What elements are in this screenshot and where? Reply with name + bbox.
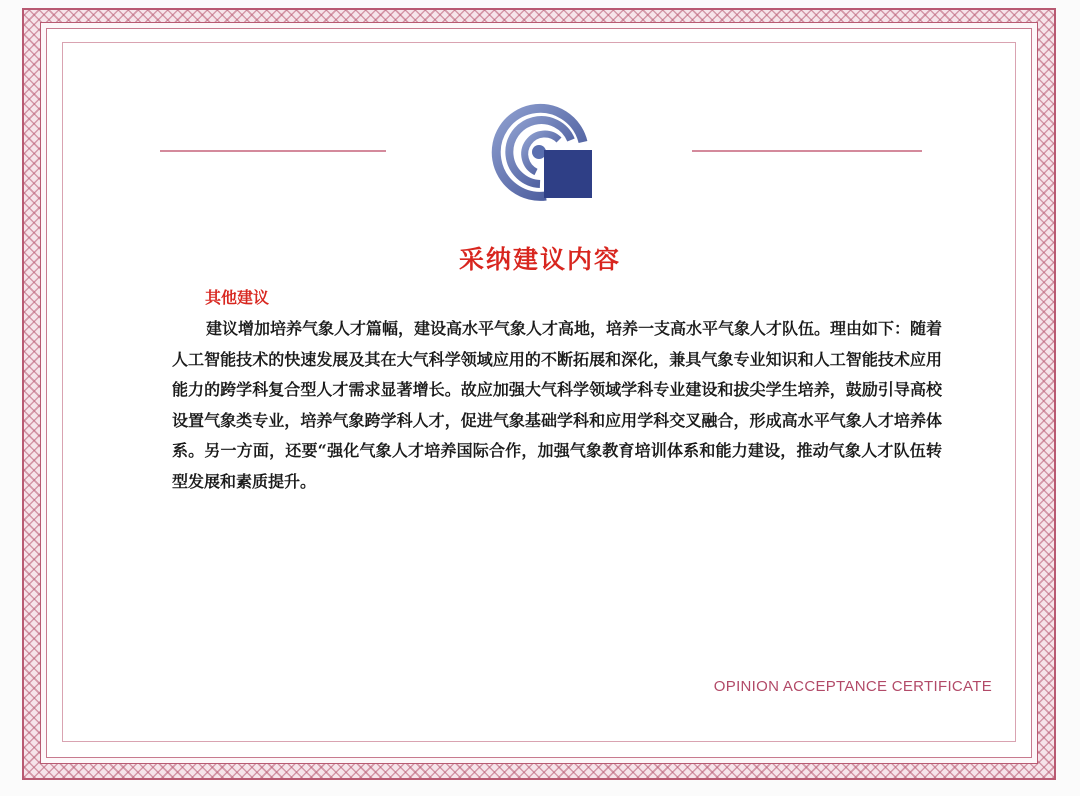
concentric-arcs-logo-icon: [488, 96, 598, 206]
certificate-title: 采纳建议内容: [458, 245, 621, 274]
section-label: 其他建议: [205, 288, 270, 307]
header-rule-left: [160, 150, 386, 152]
suggestion-body-text: 建议增加培养气象人才篇幅，建设高水平气象人才高地，培养一支高水平气象人才队伍。理由如下：随着人工智能技术的快速发展及其在大气科学领域应用的不断拓展和深化，兼具气象专业知识和人工智能技术应用能力的跨学科复合型人才需求显著增长。故应加强大气科学领域学科专业建设和拔尖学生培养，鼓励引导高校设置气象类专业，培养气象跨学科人才，促进气象基础学科和应用学科交叉融合，形成高水平气象人才培养体系。另一方面，还要“强化气象人才培养国际合作，加强气象教育培训体系和能力建设，推动气象人才队伍转型发展和素质提升。: [172, 319, 943, 491]
header-rule-right: [692, 150, 922, 152]
certificate-footer-text: OPINION ACCEPTANCE CERTIFICATE: [713, 678, 992, 695]
